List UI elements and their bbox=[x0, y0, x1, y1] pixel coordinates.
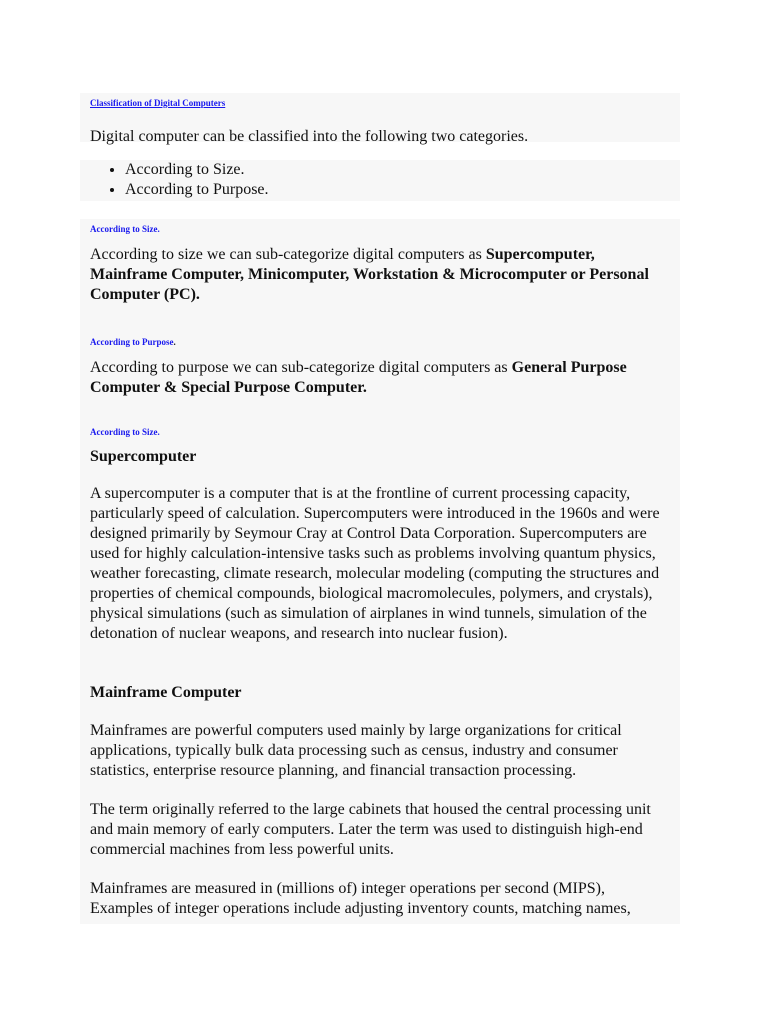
purpose-paragraph-text: According to purpose we can sub-categorize digital computers as bbox=[90, 359, 512, 376]
mainframe-paragraph-2: The term originally referred to the large cabinets that housed the central processing unit and main memory of early computers. Later the term was used to distinguish high-end commercial machines from less powerful units. bbox=[90, 801, 651, 858]
according-to-size-link-2[interactable]: According to Size. bbox=[90, 427, 160, 437]
size-paragraph-text: According to size we can sub-categorize digital computers as bbox=[90, 246, 486, 263]
intro-paragraph: Digital computer can be classified into the following two categories. bbox=[90, 128, 529, 145]
according-to-size-link[interactable]: According to Size. bbox=[90, 224, 160, 234]
mainframe-paragraph-3: Mainframes are measured in (millions of) integer operations per second (MIPS), Examples of integer operations include adjusting inventory counts, matching names, bbox=[90, 880, 631, 917]
purpose-link-suffix: . bbox=[173, 337, 176, 347]
size-categories: Supercomputer, Mainframe Computer, Minicomputer, Workstation & Microcomputer or Personal Computer (PC). bbox=[90, 246, 649, 303]
list-item: • According to Size. bbox=[125, 160, 670, 180]
classification-title-link[interactable]: Classification of Digital Computers bbox=[90, 98, 226, 108]
main-content-block bbox=[80, 219, 680, 924]
purpose-categories: General Purpose Computer & Special Purpose Computer. bbox=[90, 359, 627, 396]
bullets-block bbox=[80, 160, 680, 201]
title-block bbox=[80, 93, 680, 145]
mainframe-heading: Mainframe Computer bbox=[90, 684, 242, 701]
purpose-paragraph bbox=[90, 358, 670, 398]
category-list bbox=[90, 160, 670, 200]
supercomputer-heading: Supercomputer bbox=[90, 448, 197, 465]
mainframe-paragraph-1: Mainframes are powerful computers used mainly by large organizations for critical applications, typically bulk data processing such as census, industry and consumer statistics, enterprise resource planning, and financial transaction processing. bbox=[90, 722, 622, 779]
list-item: • According to Purpose. bbox=[125, 180, 670, 200]
document-page bbox=[80, 93, 680, 924]
according-to-purpose-link[interactable]: According to Purpose bbox=[90, 337, 174, 347]
supercomputer-paragraph: A supercomputer is a computer that is at the frontline of current processing capacity, particularly speed of calculation. Supercomputers were introduced in the 1960s and were designed primarily by Seymour Cray at Control Data Corporation. Supercomputers are used for highly calculation-intensive tasks such as problems involving quantum physics, weather forecasting, climate research, molecular modeling (computing the structures and properties of chemical compounds, biological macromolecules, polymers, and crystals), physical simulations (such as simulation of airplanes in wind tunnels, simulation of the detonation of nuclear weapons, and research into nuclear fusion). bbox=[90, 485, 660, 642]
size-paragraph bbox=[90, 245, 670, 305]
